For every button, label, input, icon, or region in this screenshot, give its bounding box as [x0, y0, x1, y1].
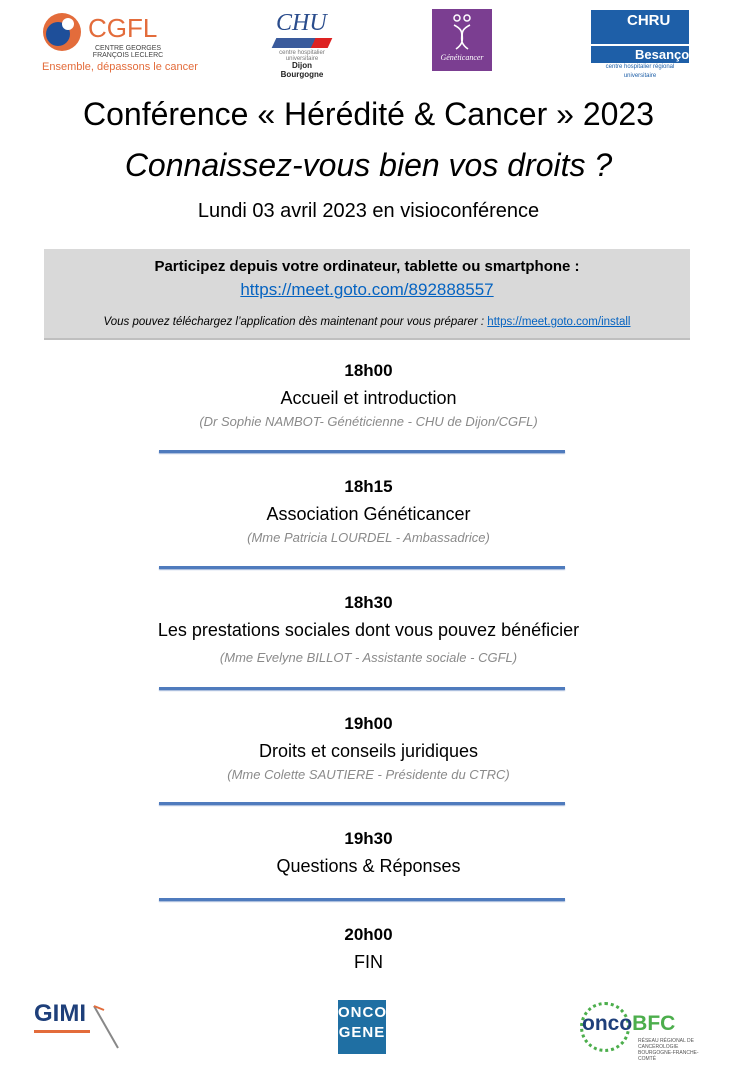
page-subtitle: Connaissez-vous bien vos droits ?	[124, 147, 613, 183]
cgfl-name: CGFL	[88, 13, 158, 43]
oncobfc-name-part1: onco	[582, 1012, 633, 1035]
oncobfc-name	[582, 1012, 675, 1036]
meeting-link[interactable]: https://meet.goto.com/892888557	[240, 280, 494, 299]
slot-title: Accueil et introduction	[280, 388, 457, 408]
program-slot-1930	[0, 826, 737, 880]
chu-stripe-icon	[272, 38, 333, 48]
slot-time: 18h00	[344, 361, 393, 380]
program-slot-1830	[0, 590, 737, 668]
chru-besancon-logo	[591, 10, 698, 79]
oncobfc-subtitle: RÉSEAU RÉGIONAL DE CANCÉROLOGIE BOURGOGNE-FRANCHE-COMTÉ	[638, 1038, 699, 1062]
join-info-box	[44, 249, 690, 340]
slot-time: 18h30	[344, 593, 393, 612]
slot-title: Association Généticancer	[266, 504, 471, 524]
chru-name: CHRU	[627, 12, 671, 29]
chu-name: CHU	[276, 10, 327, 36]
join-heading: Participez depuis votre ordinateur, tablette ou smartphone :	[154, 258, 580, 275]
chru-city: Besançon	[635, 47, 698, 62]
program-slot-1800	[0, 358, 737, 432]
section-divider	[159, 898, 565, 901]
install-note	[44, 316, 690, 328]
slot-speaker: (Dr Sophie NAMBOT- Généticienne - CHU de Dijon/CGFL)	[199, 414, 538, 429]
install-link[interactable]: https://meet.goto.com/install	[487, 316, 631, 328]
gimi-logo	[34, 1000, 120, 1052]
dna-cross-icon	[92, 1002, 120, 1050]
program-slot-1900	[0, 711, 737, 785]
slot-title: Les prestations sociales dont vous pouvez bénéficier	[157, 620, 580, 640]
slot-time: 19h00	[344, 714, 393, 733]
section-divider	[159, 802, 565, 805]
cgfl-logo	[42, 10, 198, 73]
oncobfc-name-part2: BFC	[632, 1012, 676, 1035]
slot-title: Droits et conseils juridiques	[258, 741, 479, 761]
event-date: Lundi 03 avril 2023 en visioconférence	[197, 200, 540, 222]
section-divider	[159, 687, 565, 690]
page-title: Conférence « Hérédité & Cancer » 2023	[82, 96, 654, 132]
slot-time: 20h00	[344, 925, 393, 944]
install-note-text: Vous pouvez téléchargez l’application dès maintenant pour vous préparer :	[103, 316, 488, 328]
gimi-underline	[34, 1030, 90, 1033]
slot-title: Questions & Réponses	[276, 856, 461, 876]
geneticancer-logo	[432, 9, 492, 71]
slot-title: FIN	[354, 952, 383, 972]
slot-time: 19h30	[344, 829, 393, 848]
chru-subtitle: centre hospitalier régional universitaire	[591, 63, 689, 72]
chu-dijon-logo	[270, 10, 334, 79]
chru-divider	[591, 44, 689, 46]
oncogene-line1: ONCO	[338, 1004, 387, 1021]
slot-speaker: (Mme Patricia LOURDEL - Ambassadrice)	[247, 530, 490, 545]
oncogene-logo	[338, 1000, 386, 1054]
top-logos	[0, 6, 737, 79]
oncobfc-logo	[580, 1002, 702, 1062]
section-divider	[159, 450, 565, 453]
dna-ribbon-icon	[446, 13, 478, 53]
cgfl-tagline: Ensemble, dépassons le cancer	[42, 61, 198, 73]
cgfl-subtitle: CENTRE GEORGES FRANÇOIS LECLERC	[92, 45, 164, 59]
slot-time: 18h15	[344, 477, 393, 496]
oncogene-line2: GENE	[338, 1024, 386, 1041]
cgfl-mark-icon	[42, 12, 82, 52]
gimi-name: GIMI	[34, 1000, 86, 1027]
slot-speaker: (Mme Evelyne BILLOT - Assistante sociale - CGFL)	[219, 650, 518, 665]
program-slot-1815	[0, 474, 737, 548]
geneticancer-name: Généticancer	[440, 53, 484, 62]
program-slot-2000	[0, 922, 737, 976]
section-divider	[159, 566, 565, 569]
slot-speaker: (Mme Colette SAUTIERE - Présidente du CTRC)	[227, 767, 510, 782]
chu-city: Dijon Bourgogne	[280, 61, 324, 79]
chu-subtitle: centre hospitalier universitaire	[279, 50, 325, 62]
